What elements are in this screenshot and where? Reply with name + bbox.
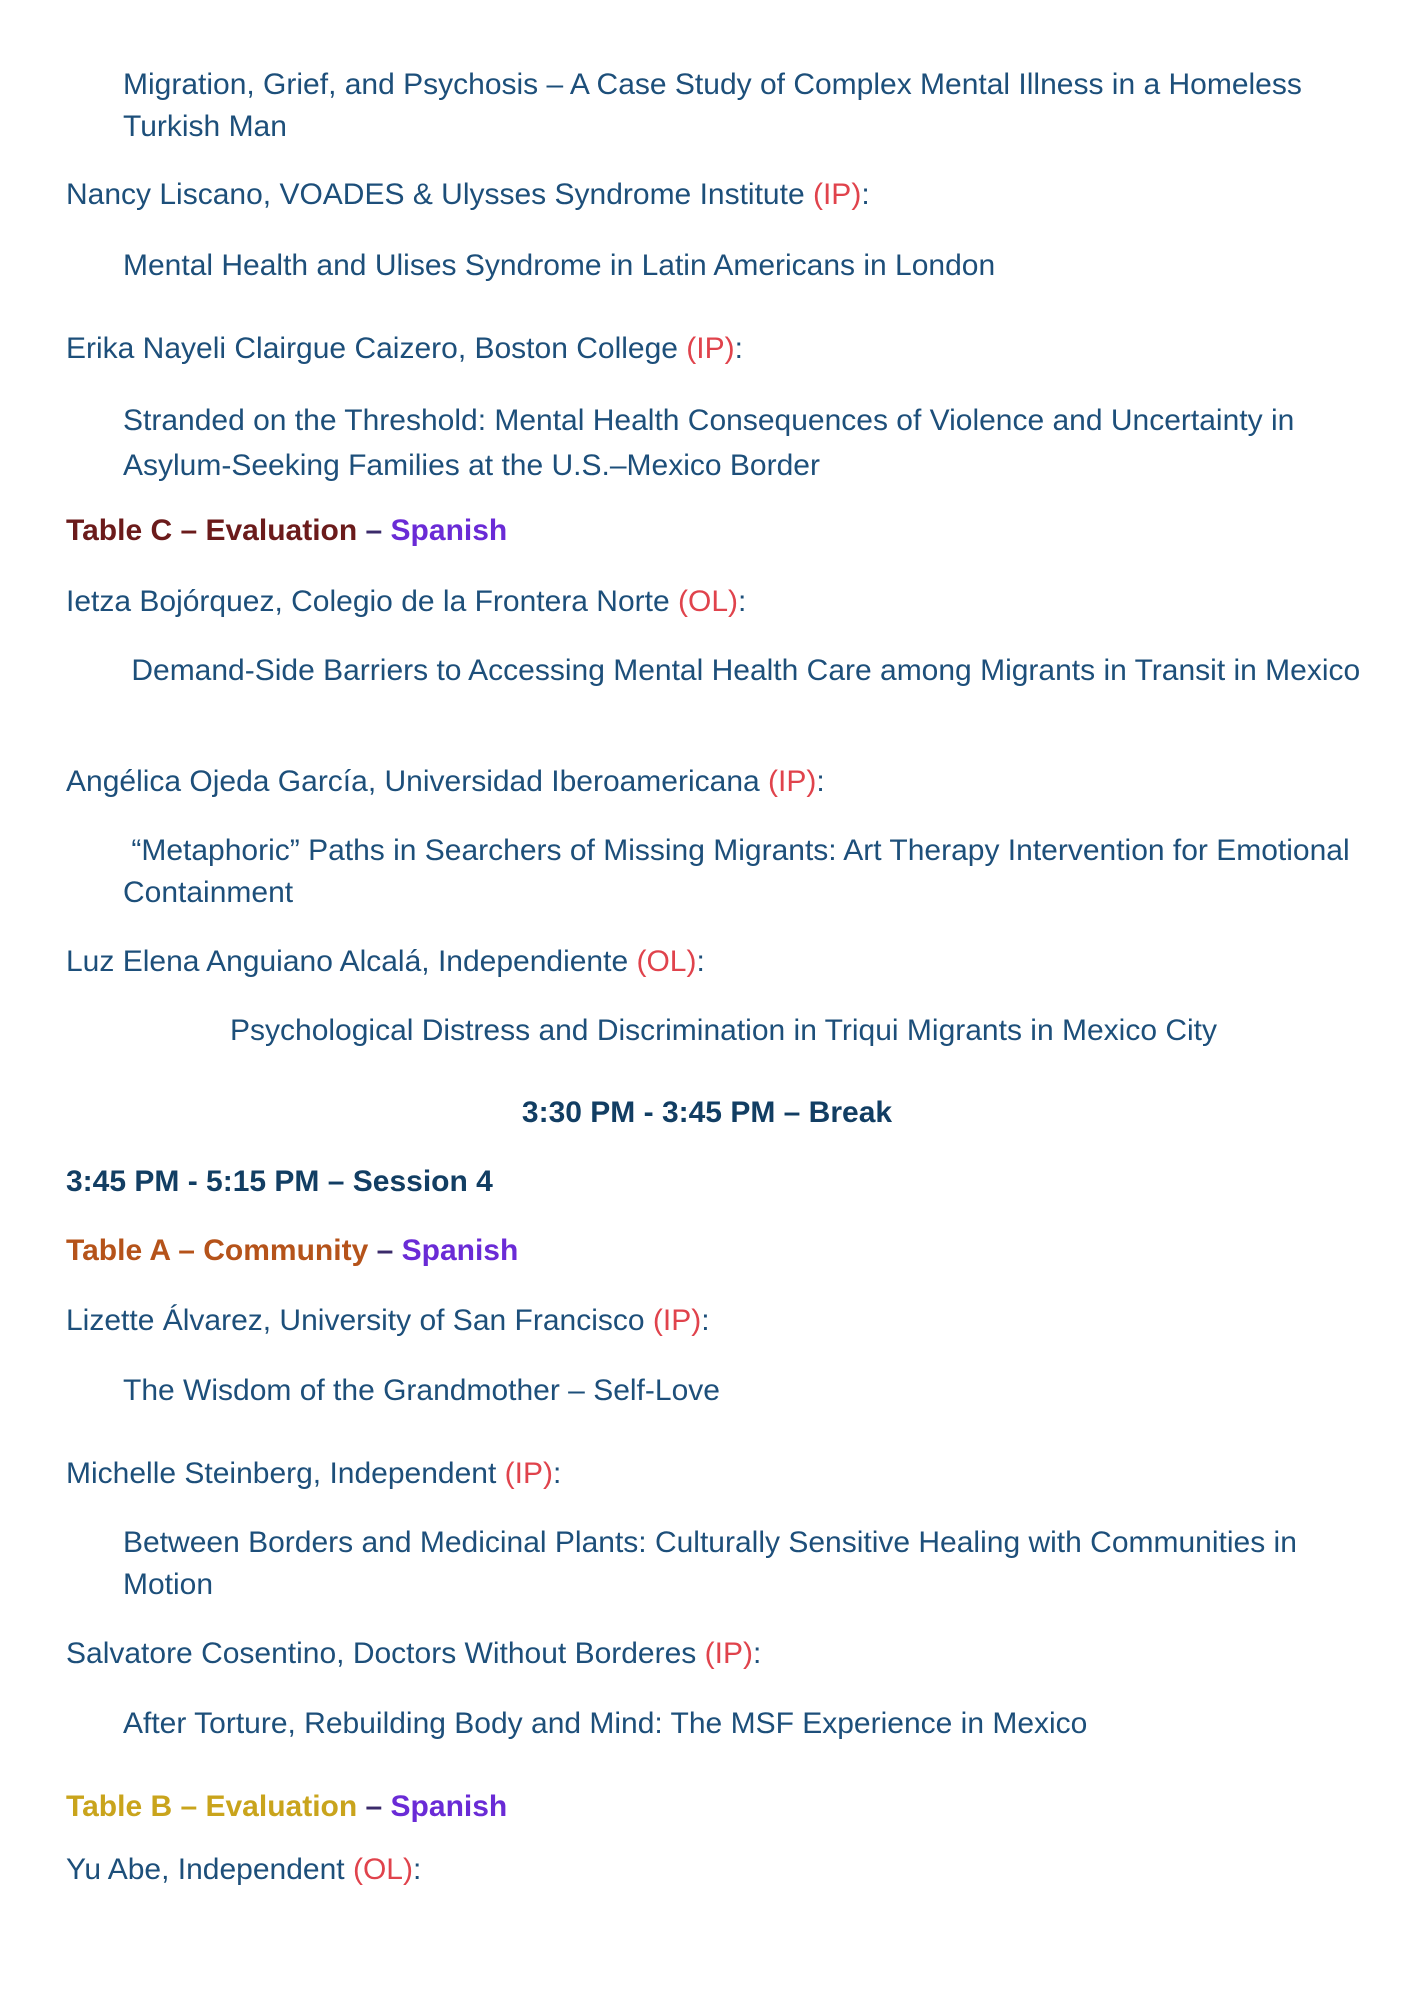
format-tag: (IP) bbox=[812, 178, 862, 211]
colon: : bbox=[552, 1457, 562, 1490]
speaker-name: Luz Elena Anguiano Alcalá, Independiente bbox=[66, 945, 629, 978]
talk-title: The Wisdom of the Grandmother – Self-Love bbox=[123, 1374, 720, 1407]
speaker-name: Salvatore Cosentino, Doctors Without Borderes bbox=[66, 1637, 697, 1670]
format-tag: (IP) bbox=[704, 1637, 753, 1670]
session-time: 3:45 PM - 5:15 PM – Session 4 bbox=[66, 1165, 493, 1198]
table-language: Spanish bbox=[401, 1234, 519, 1267]
format-tag: (OL) bbox=[636, 945, 697, 978]
format-tag: (IP) bbox=[768, 765, 817, 798]
table-heading bbox=[66, 1786, 507, 1828]
heading-separator: – bbox=[357, 514, 391, 547]
table-name: Table B – Evaluation bbox=[66, 1790, 358, 1823]
speaker-name: Ietza Bojórquez, Colegio de la Frontera Norte bbox=[66, 585, 670, 618]
speaker-line bbox=[66, 1633, 761, 1675]
colon: : bbox=[752, 1637, 762, 1670]
table-name: Table C – Evaluation bbox=[66, 514, 358, 547]
speaker-line bbox=[66, 1453, 561, 1495]
speaker-name: Michelle Steinberg, Independent bbox=[66, 1457, 497, 1490]
format-tag: (IP) bbox=[652, 1304, 702, 1337]
format-tag: (OL) bbox=[678, 585, 739, 618]
talk-title: Between Borders and Medicinal Plants: Culturally Sensitive Healing with Communities in Motion bbox=[123, 1526, 1297, 1601]
speaker-line bbox=[66, 761, 825, 803]
colon: : bbox=[861, 178, 870, 211]
colon: : bbox=[696, 945, 705, 978]
speaker-line bbox=[66, 1849, 421, 1891]
colon: : bbox=[738, 585, 747, 618]
break-time: 3:30 PM - 3:45 PM – Break bbox=[521, 1096, 893, 1129]
speaker-line bbox=[66, 328, 743, 370]
speaker-name: Nancy Liscano, VOADES & Ulysses Syndrome Institute bbox=[66, 178, 805, 211]
speaker-name: Erika Nayeli Clairgue Caizero, Boston College bbox=[66, 332, 678, 365]
table-language: Spanish bbox=[390, 514, 508, 547]
speaker-name: Angélica Ojeda García, Universidad Iberoamericana bbox=[66, 765, 760, 798]
format-tag: (IP) bbox=[504, 1457, 553, 1490]
speaker-line bbox=[66, 1300, 710, 1342]
talk-title: Stranded on the Threshold: Mental Health Consequences of Violence and Uncertainty in Asylum-Seeking Families at the U.S.–Mexico Border bbox=[123, 404, 1295, 482]
format-tag: (OL) bbox=[352, 1853, 413, 1886]
talk-title: Psychological Distress and Discrimination in Triqui Migrants in Mexico City bbox=[230, 1014, 1217, 1047]
table-heading bbox=[66, 510, 507, 552]
talk-title: Migration, Grief, and Psychosis – A Case Study of Complex Mental Illness in a Homeless Turkish Man bbox=[123, 68, 1302, 143]
talk-title: Demand-Side Barriers to Accessing Mental Health Care among Migrants in Transit in Mexico bbox=[123, 654, 1361, 687]
table-name: Table A – Community bbox=[66, 1234, 369, 1267]
talk-title: Mental Health and Ulises Syndrome in Latin Americans in London bbox=[123, 249, 996, 282]
colon: : bbox=[816, 765, 825, 798]
colon: : bbox=[734, 332, 743, 365]
heading-separator: – bbox=[357, 1790, 391, 1823]
speaker-line bbox=[66, 941, 705, 983]
speaker-line bbox=[66, 581, 746, 623]
colon: : bbox=[412, 1853, 422, 1886]
colon: : bbox=[701, 1304, 710, 1337]
format-tag: (IP) bbox=[686, 332, 735, 365]
table-language: Spanish bbox=[390, 1790, 508, 1823]
talk-title: After Torture, Rebuilding Body and Mind: The MSF Experience in Mexico bbox=[123, 1707, 1088, 1740]
speaker-name: Yu Abe, Independent bbox=[66, 1853, 345, 1886]
speaker-line bbox=[66, 174, 870, 216]
speaker-name: Lizette Álvarez, University of San Francisco bbox=[66, 1304, 645, 1337]
heading-separator: – bbox=[368, 1234, 402, 1267]
talk-title: “Metaphoric” Paths in Searchers of Missing Migrants: Art Therapy Intervention for Emotional Containment bbox=[123, 834, 1358, 909]
table-heading bbox=[66, 1230, 518, 1272]
